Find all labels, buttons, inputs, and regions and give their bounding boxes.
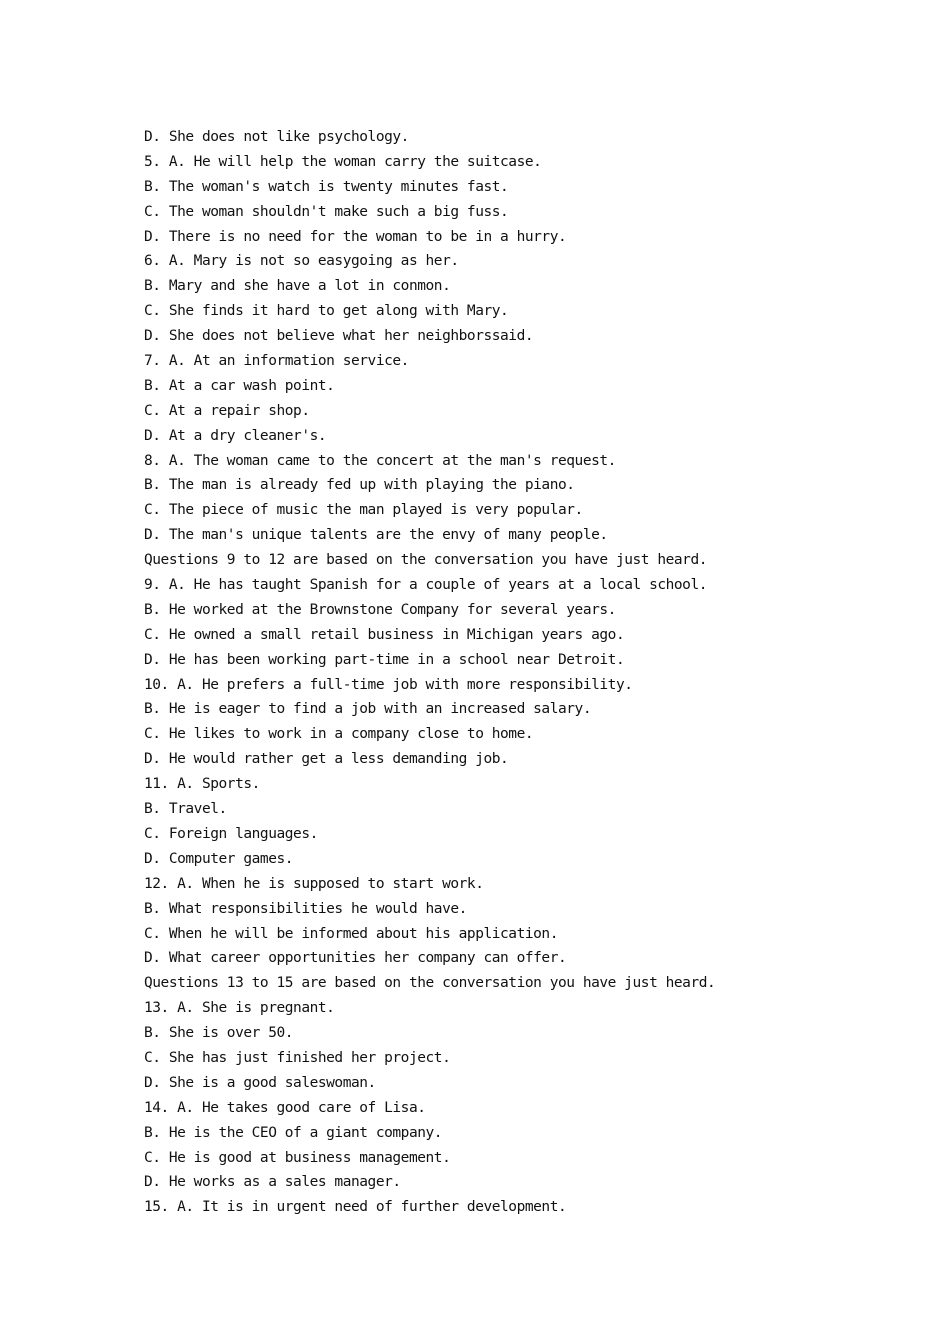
text-line: B. The man is already fed up with playing the piano. bbox=[144, 477, 575, 494]
document-text-block bbox=[144, 125, 904, 1220]
section-heading: Questions 13 to 15 are based on the conversation you have just heard. bbox=[144, 975, 716, 992]
question-9: 9. A. He has taught Spanish for a couple of years at a local school. bbox=[144, 577, 708, 594]
question-15: 15. A. It is in urgent need of further development. bbox=[144, 1199, 567, 1216]
text-line: D. The man's unique talents are the envy of many people. bbox=[144, 527, 608, 544]
text-line: D. She is a good saleswoman. bbox=[144, 1074, 376, 1091]
question-14: 14. A. He takes good care of Lisa. bbox=[144, 1099, 426, 1116]
text-line: D. He has been working part-time in a school near Detroit. bbox=[144, 651, 625, 668]
text-line: C. She has just finished her project. bbox=[144, 1049, 451, 1066]
text-line: D. She does not like psychology. bbox=[144, 129, 409, 145]
text-line: C. At a repair shop. bbox=[144, 402, 310, 419]
question-11: 11. A. Sports. bbox=[144, 776, 260, 793]
text-line: B. He is eager to find a job with an increased salary. bbox=[144, 701, 592, 718]
text-line: B. She is over 50. bbox=[144, 1025, 294, 1042]
question-8: 8. A. The woman came to the concert at the man's request. bbox=[144, 452, 616, 469]
text-line: C. The woman shouldn't make such a big fuss. bbox=[144, 203, 509, 220]
text-line: D. What career opportunities her company can offer. bbox=[144, 950, 567, 967]
question-6: 6. A. Mary is not so easygoing as her. bbox=[144, 253, 459, 270]
question-13: 13. A. She is pregnant. bbox=[144, 1000, 335, 1017]
text-line: D. At a dry cleaner's. bbox=[144, 427, 327, 444]
text-line: D. He works as a sales manager. bbox=[144, 1174, 401, 1191]
question-12: 12. A. When he is supposed to start work. bbox=[144, 875, 484, 892]
text-line: B. Mary and she have a lot in conmon. bbox=[144, 278, 451, 295]
text-line: B. The woman's watch is twenty minutes fast. bbox=[144, 178, 509, 195]
text-line: D. She does not believe what her neighborssaid. bbox=[144, 328, 534, 345]
text-line: C. When he will be informed about his application. bbox=[144, 925, 558, 942]
text-line: B. At a car wash point. bbox=[144, 377, 335, 394]
question-7: 7. A. At an information service. bbox=[144, 353, 409, 370]
question-5: 5. A. He will help the woman carry the suitcase. bbox=[144, 153, 542, 170]
text-line: D. He would rather get a less demanding job. bbox=[144, 751, 509, 768]
text-line: C. He is good at business management. bbox=[144, 1149, 451, 1166]
text-line: D. There is no need for the woman to be in a hurry. bbox=[144, 228, 567, 245]
text-line: C. She finds it hard to get along with Mary. bbox=[144, 303, 509, 320]
text-line: B. He worked at the Brownstone Company for several years. bbox=[144, 601, 616, 618]
text-line: C. He likes to work in a company close to home. bbox=[144, 726, 534, 743]
section-heading: Questions 9 to 12 are based on the conversation you have just heard. bbox=[144, 552, 708, 569]
text-line: B. Travel. bbox=[144, 801, 227, 818]
text-line: D. Computer games. bbox=[144, 850, 294, 867]
text-line: B. What responsibilities he would have. bbox=[144, 900, 467, 917]
text-line: B. He is the CEO of a giant company. bbox=[144, 1124, 443, 1141]
question-10: 10. A. He prefers a full-time job with more responsibility. bbox=[144, 676, 633, 693]
text-line: C. The piece of music the man played is very popular. bbox=[144, 502, 583, 519]
text-line: C. Foreign languages. bbox=[144, 825, 318, 842]
text-line: C. He owned a small retail business in Michigan years ago. bbox=[144, 626, 625, 643]
